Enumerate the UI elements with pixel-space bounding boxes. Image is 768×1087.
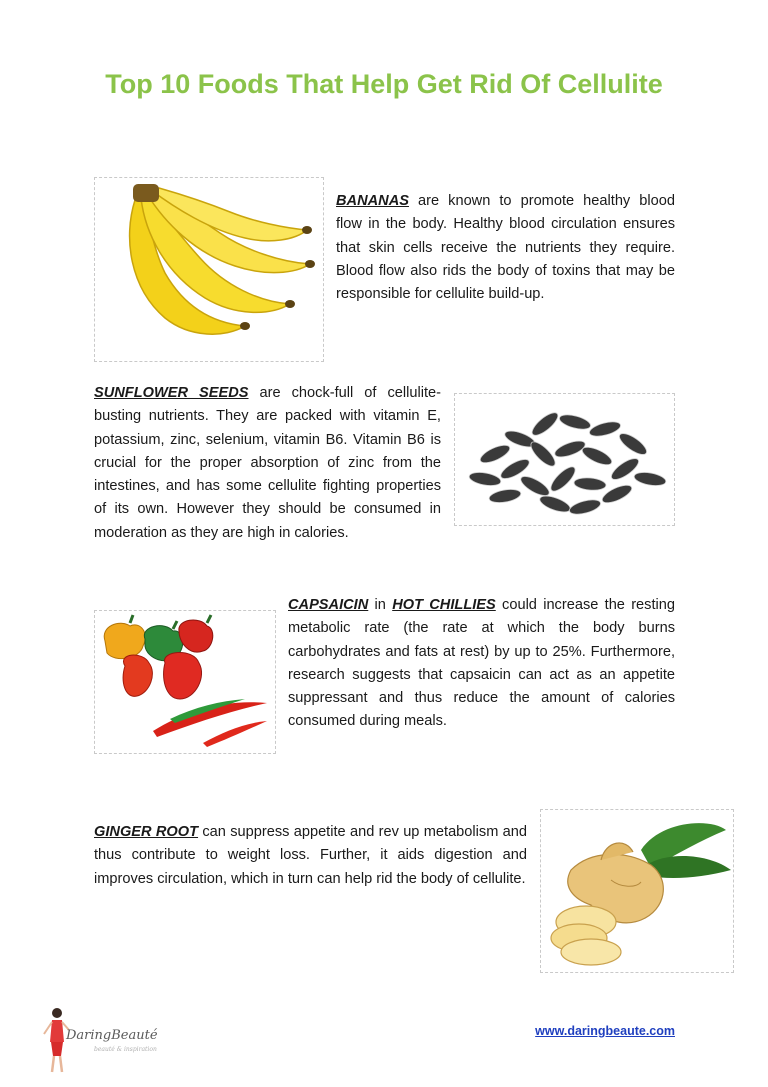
logo-tagline: beauté & inspiration [94,1046,157,1053]
sunflower-seeds-text: are chock-full of cellulite-busting nutrients. They are packed with vitamin E, potassium, zinc, selenium, vitamin B6. Vitamin B6 is crucial for the proper absorption of zinc from the intestines, and has some cellulite fighting properties of its own. However they should be consumed in moderation as they are high in calories. [94,385,441,541]
keyword-ginger-root: GINGER ROOT [94,824,199,840]
keyword-capsaicin: CAPSAICIN [288,597,369,613]
keyword-sunflower-seeds: SUNFLOWER SEEDS [94,385,249,401]
bananas-paragraph [336,190,675,306]
website-link[interactable]: www.daringbeaute.com [535,1024,675,1038]
ginger-root-paragraph [94,821,527,891]
ginger-root-text: can suppress appetite and rev up metabolism and thus contribute to weight loss. Further, it aids digestion and improves circulation, which in turn can help rid the body of cellulite. [94,824,528,887]
bananas-image [94,177,324,362]
ginger-root-image [540,809,734,973]
sunflower-seeds-image [454,393,675,526]
page-title: Top 10 Foods That Help Get Rid Of Cellulite [105,69,663,99]
sunflower-seeds-paragraph [94,382,441,545]
keyword-bananas: BANANAS [336,193,409,209]
capsaicin-connector: in [368,597,393,613]
keyword-hot-chillies: HOT CHILLIES [392,597,496,613]
daringbeaute-logo [42,1006,158,1074]
peppers-chillies-image [94,610,276,754]
capsaicin-text: could increase the resting metabolic rate (the rate at which the body burns carbohydrates and fats at rest) by up to 25%. Furthermore, research suggests that capsaicin can act as an appetite suppressant and thus reduce the amount of calories consumed during meals. [288,597,675,730]
capsaicin-paragraph [288,594,675,734]
logo-text: DaringBeauté [66,1028,158,1043]
bananas-text: are known to promote healthy blood flow in the body. Healthy blood circulation ensures that skin cells receive the nutrients they require. Blood flow also rids the body of toxins that may be responsible for cellulite build-up. [336,193,675,303]
